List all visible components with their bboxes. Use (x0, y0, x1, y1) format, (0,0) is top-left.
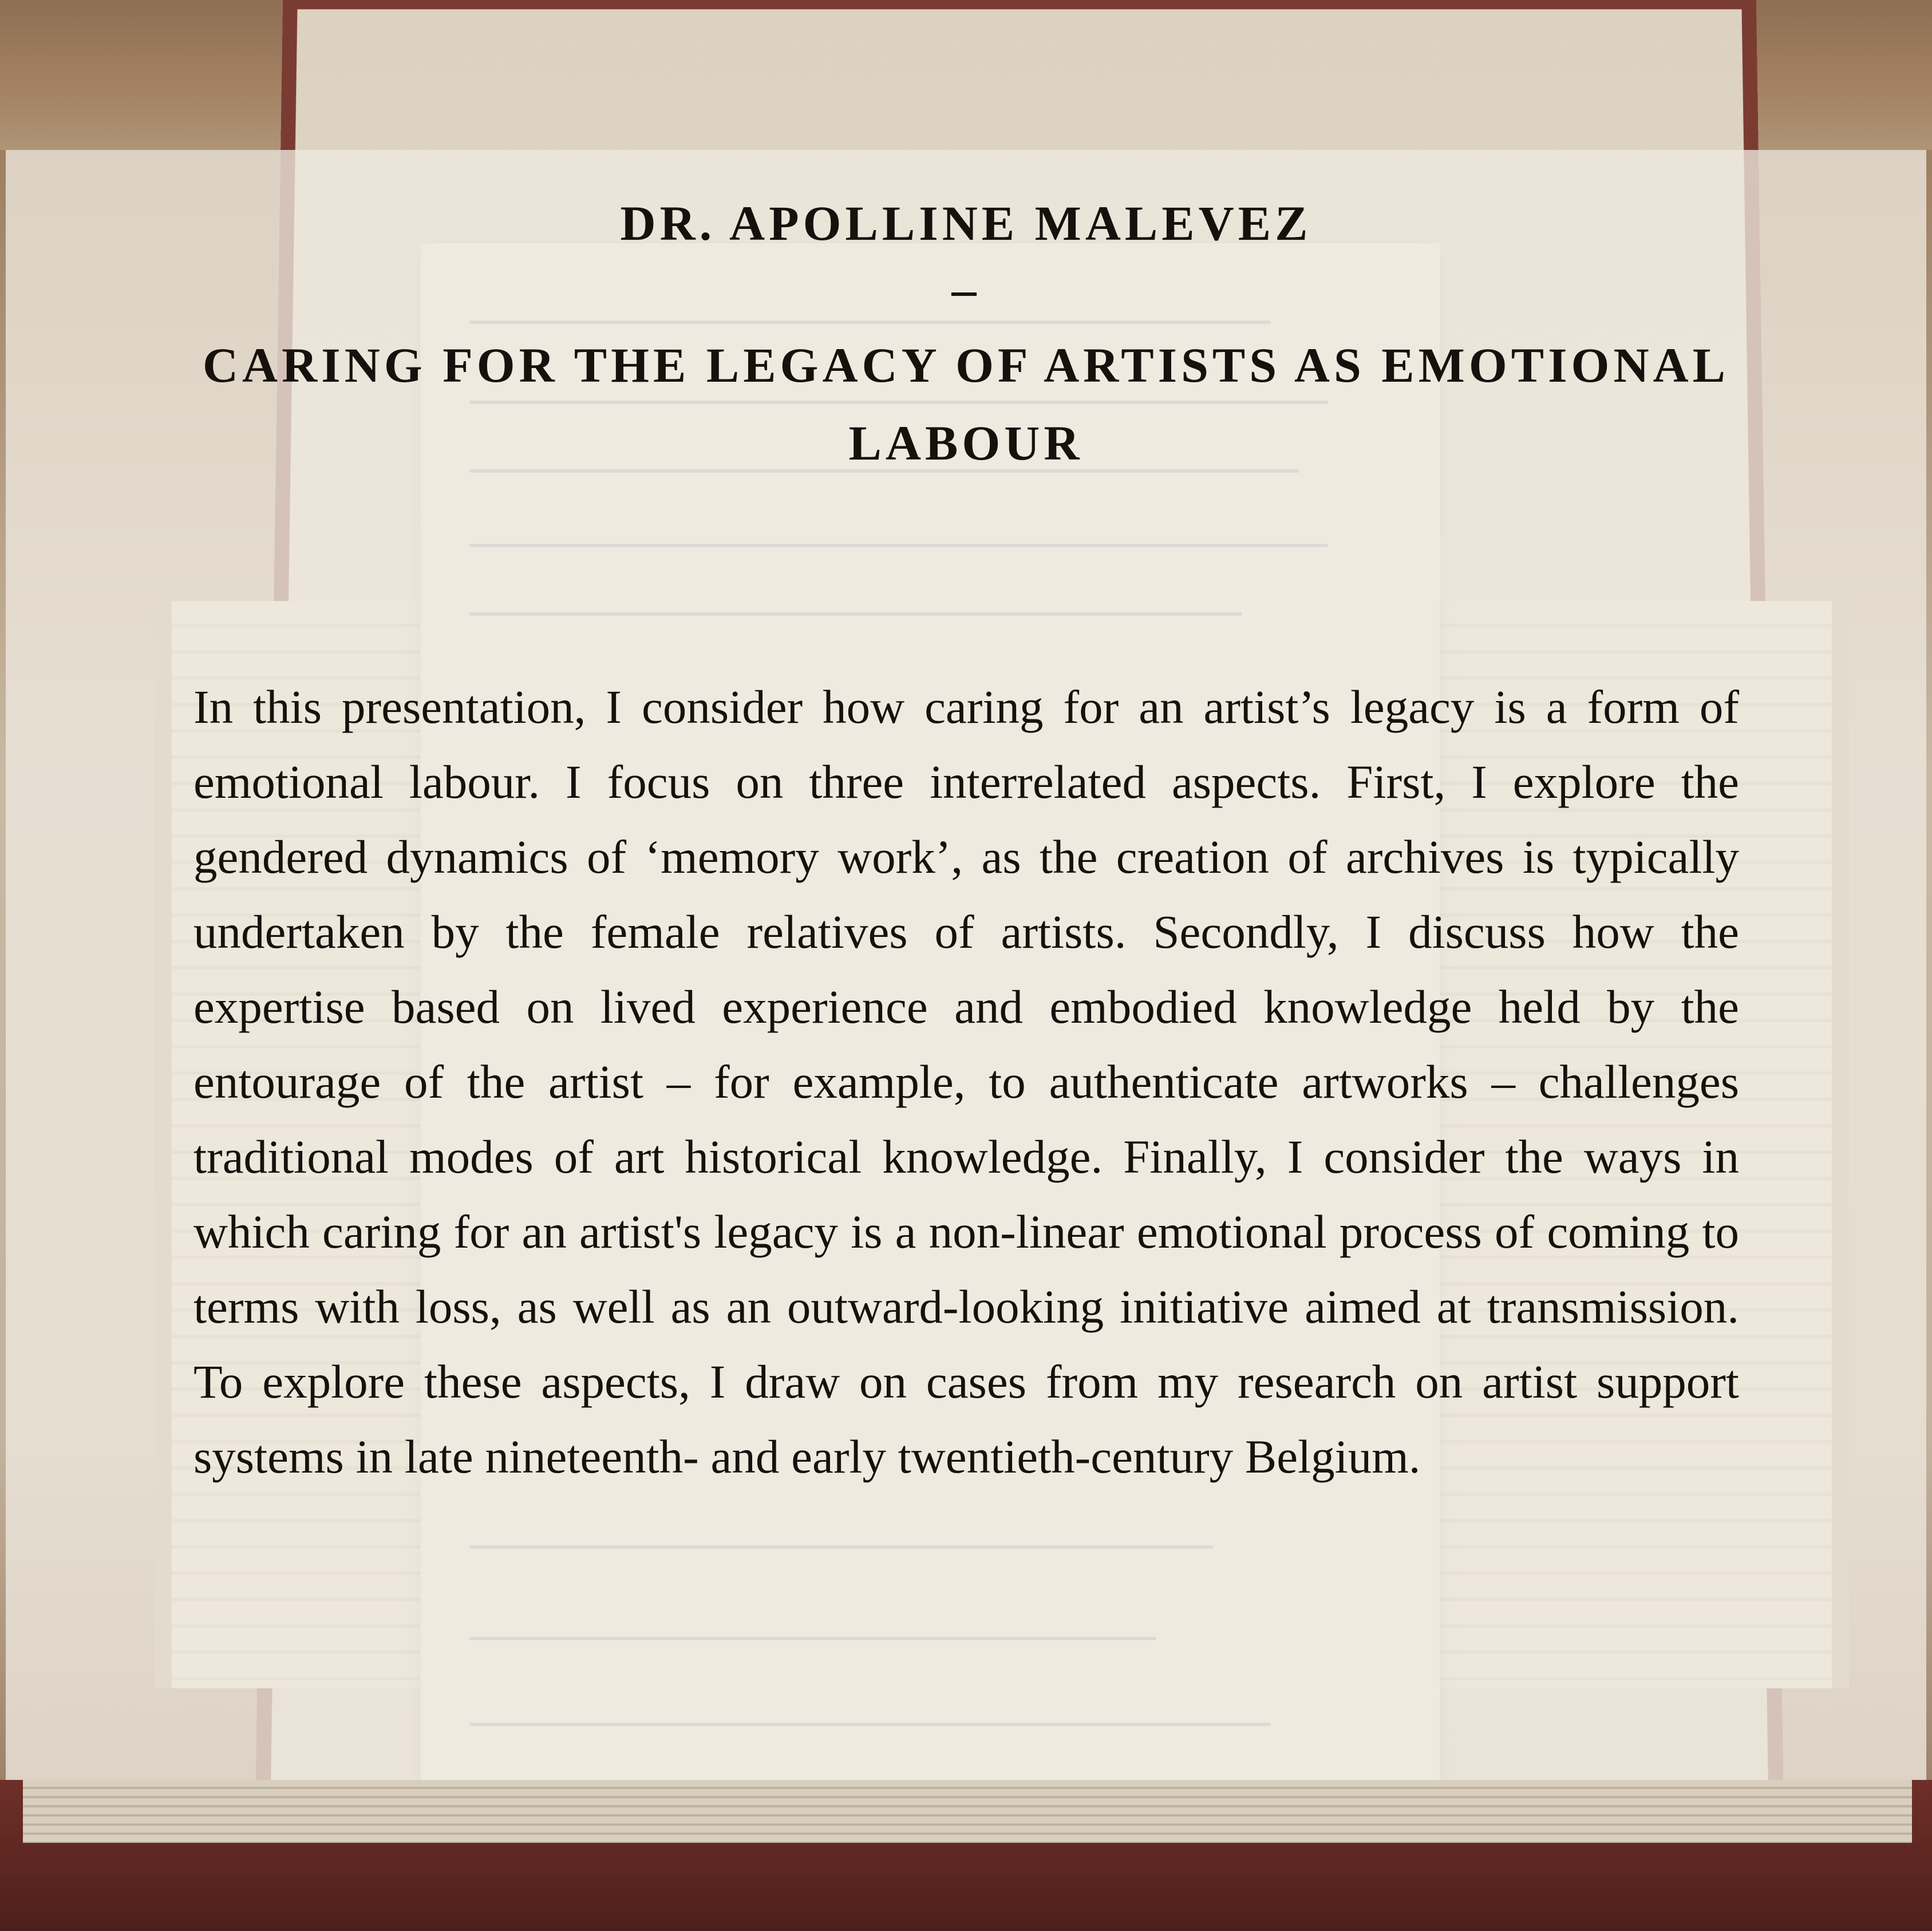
speaker-name: DR. APOLLINE MALEVEZ (620, 196, 1312, 251)
presentation-title: CARING FOR THE LEGACY OF ARTISTS AS EMOTIONAL LABOUR (202, 338, 1730, 470)
title-separator: – (951, 262, 981, 316)
box-front-card-edges (23, 1780, 1912, 1843)
presentation-header (92, 189, 1840, 482)
abstract-text: In this presentation, I consider how caring for an artist’s legacy is a form of emotional labour. I focus on three interrelated aspects. First, I explore the gendered dynamics of ‘memory work’, as the creation of archives is typically undertaken by the female relatives of artists. Secondly, I discuss how the expertise based on lived experience and embodied knowledge held by the entourage of the artist – for example, to authenticate artworks – challenges traditional modes of art historical knowledge. Finally, I consider the ways in which caring for an artist's legacy is a non-linear emotional process of coming to terms with loss, as well as an outward-looking initiative aimed at transmission. To explore these aspects, I draw on cases from my research on artist support systems in late nineteenth- and early twentieth-century Belgium. (193, 680, 1739, 1483)
